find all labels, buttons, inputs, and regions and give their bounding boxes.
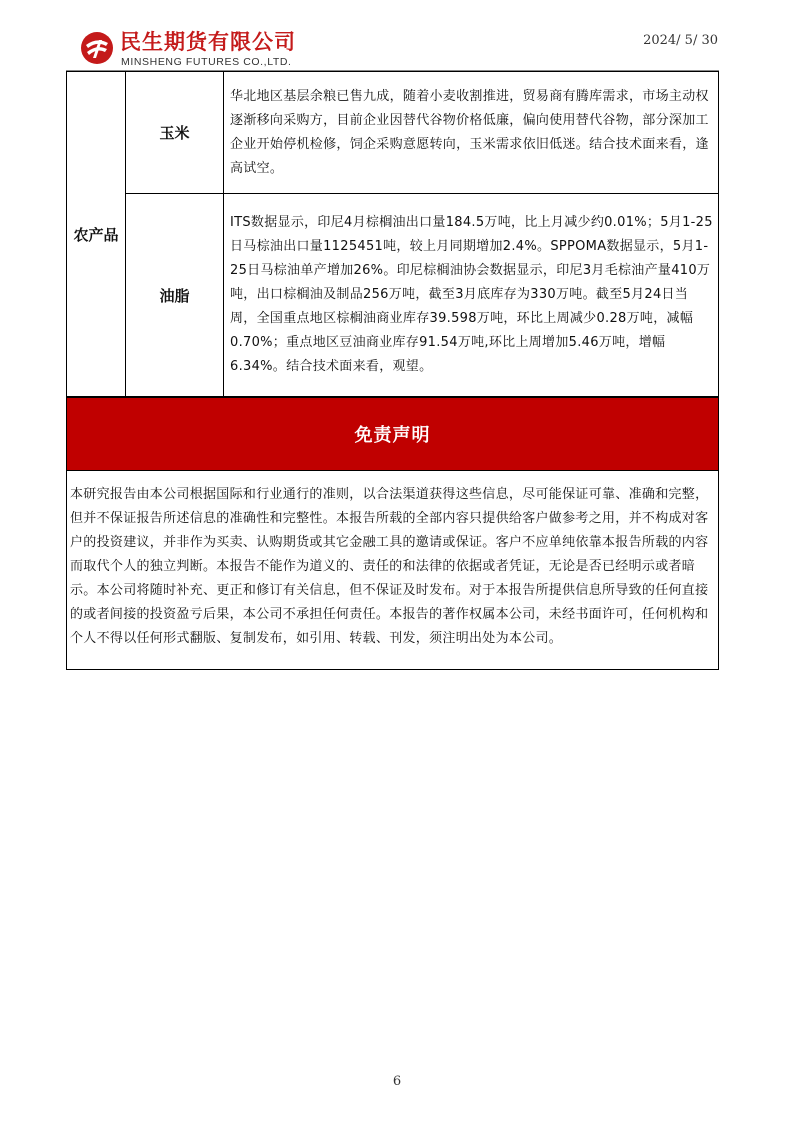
disclaimer-box: [66, 471, 719, 670]
company-name-cn: 民生期货有限公司: [120, 30, 296, 54]
commodity-name: 玉米: [159, 124, 190, 142]
disclaimer-title: 免责声明: [354, 425, 431, 446]
table-row-corn: [126, 72, 718, 194]
commodity-name: 油脂: [159, 286, 190, 305]
page-header: [0, 0, 794, 72]
table-row-oils: [126, 194, 718, 396]
company-name-en: MINSHENG FUTURES CO.,LTD.: [121, 56, 292, 68]
commodity-name-cell: [126, 72, 224, 193]
commodity-analysis-text: 华北地区基层余粮已售九成，随着小麦收割推进，贸易商有腾库需求，市场主动权逐渐移向采购方，目前企业因替代谷物价格低廉，偏向使用替代谷物，部分深加工企业开始停机检修，饲企采购意愿转向，玉米需求依旧低迷。结合技术面来看，逢高试空。: [230, 88, 709, 176]
minsheng-logo-icon: [80, 31, 114, 65]
commodity-analysis-cell: [230, 194, 714, 396]
commodity-table: [66, 71, 719, 397]
category-cell: [67, 72, 126, 396]
report-date: 2024/ 5/ 30: [643, 33, 718, 48]
page-number: 6: [392, 1074, 402, 1089]
commodity-name-cell: [126, 194, 224, 396]
commodity-analysis-text: ITS数据显示，印尼4月棕榈油出口量184.5万吨，比上月减少约0.01%；5月1-25日马棕油出口量1125451吨，较上月同期增加2.4%。SPPOMA数据显示，5月1-25日马棕油单产增加26%。印尼棕榈油协会数据显示，印尼3月毛棕油产量410万吨，出口棕榈油及制品256万吨，截至3月底库存为330万吨。截至5月24日当周，全国重点地区棕榈油商业库存39.598万吨，环比上周减少0.28万吨，减幅0.70%；重点地区豆油商业库存91.54万吨,环比上周增加5.46万吨，增幅6.34%。结合技术面来看，观望。: [230, 215, 713, 374]
commodity-analysis-cell: [230, 72, 714, 193]
disclaimer-text: 本研究报告由本公司根据国际和行业通行的准则，以合法渠道获得这些信息，尽可能保证可靠、准确和完整，但并不保证报告所述信息的准确性和完整性。本报告所载的全部内容只提供给客户做参考之用，并不构成对客户的投资建议，并非作为买卖、认购期货或其它金融工具的邀请或保证。客户不应单纯依靠本报告所载的内容而取代个人的独立判断。本报告不能作为道义的、责任的和法律的依据或者凭证，无论是否已经明示或者暗示。本公司将随时补充、更正和修订有关信息，但不保证及时发布。对于本报告所提供信息所导致的任何直接的或者间接的投资盈亏后果，本公司不承担任何责任。本报告的著作权属本公司，未经书面许可，任何机构和个人不得以任何形式翻版、复制发布，如引用、转载、刊发，须注明出处为本公司。: [70, 487, 709, 646]
category-label: 农产品: [73, 225, 119, 244]
disclaimer-header: [66, 397, 719, 471]
